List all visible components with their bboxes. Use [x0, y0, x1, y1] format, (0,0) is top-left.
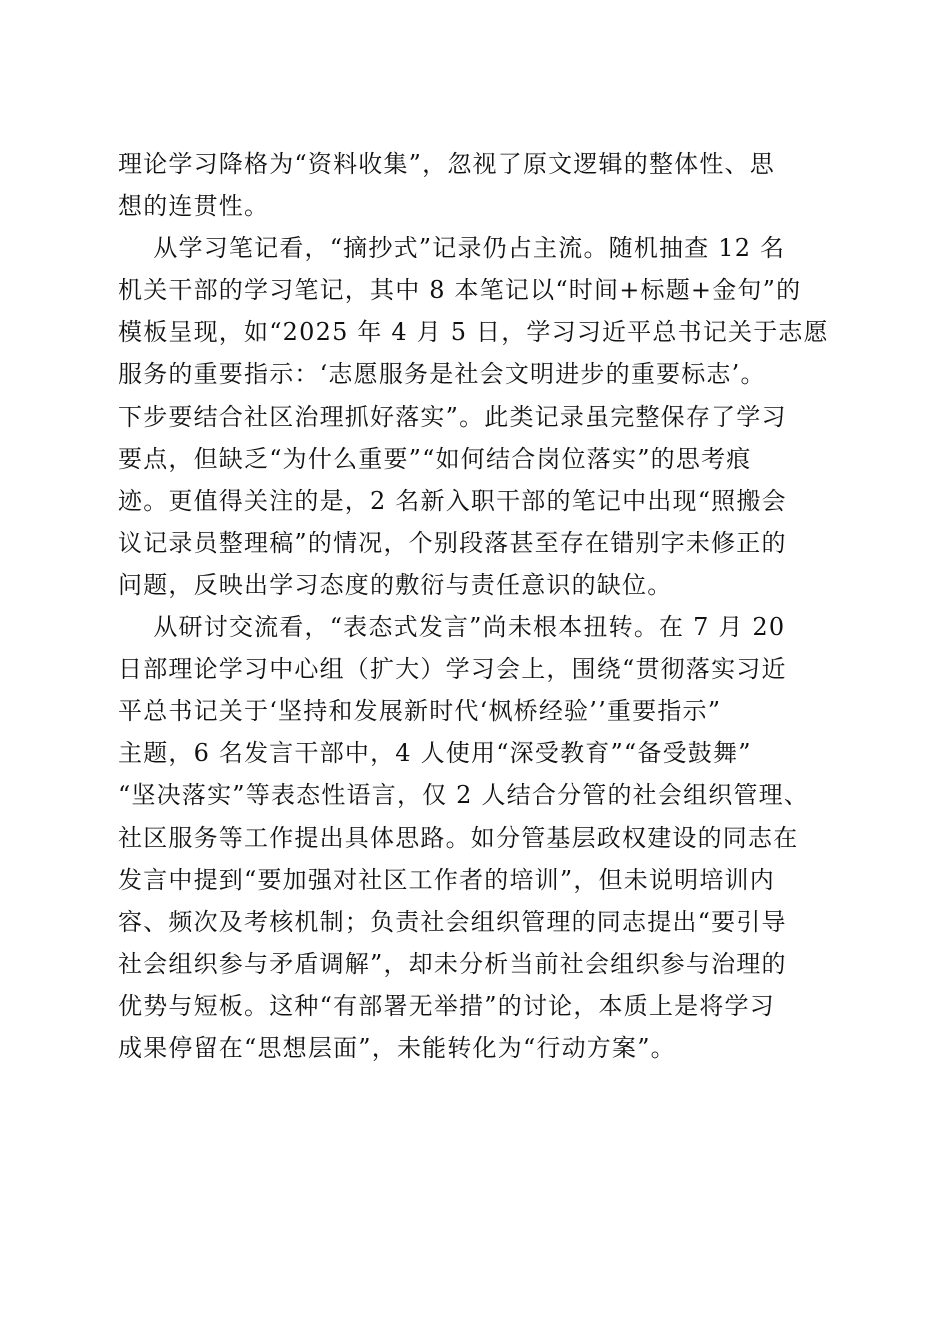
text-line: 问题，反映出学习态度的敷衍与责任意识的缺位。 — [118, 570, 673, 599]
text-line: 日部理论学习中心组（扩大）学习会上，围绕“贯彻落实习近 — [118, 655, 787, 684]
text-line: 想的连贯性。 — [118, 192, 270, 221]
text-line: 主题，6 名发言干部中，4 人使用“深受教育”“备受鼓舞” — [118, 739, 752, 768]
text-line: 理论学习降格为“资料收集”，忽视了原文逻辑的整体性、思 — [118, 150, 775, 178]
document-body — [118, 143, 838, 1069]
text-line: 服务的重要指示：‘志愿服务是社会文明进步的重要标志’。 — [118, 360, 766, 389]
text-line: 社区服务等工作提出具体思路。如分管基层政权建设的同志在 — [118, 823, 799, 852]
text-line: 成果停留在“思想层面”，未能转化为“行动方案”。 — [118, 1033, 676, 1062]
text-line: 社会组织参与矛盾调解”，却未分析当前社会组织参与治理的 — [118, 949, 787, 978]
text-line: “坚决落实”等表态性语言，仅 2 人结合分管的社会组织管理、 — [118, 781, 810, 810]
text-line: 机关干部的学习笔记，其中 8 本笔记以“时间+标题+金句”的 — [118, 276, 802, 305]
text-line: 平总书记关于‘坚持和发展新时代‘枫桥经验’’重要指示” — [118, 697, 722, 726]
text-line: 从研讨交流看，“表态式发言”尚未根本扭转。在 7 月 20 — [118, 613, 786, 642]
text-line: 发言中提到“要加强对社区工作者的培训”，但未说明培训内 — [118, 865, 775, 894]
text-line: 迹。更值得关注的是，2 名新入职干部的笔记中出现“照搬会 — [118, 486, 787, 515]
text-line: 容、频次及考核机制；负责社会组织管理的同志提出“要引导 — [118, 907, 787, 936]
text-line: 下步要结合社区治理抓好落实”。此类记录虽完整保存了学习 — [118, 402, 787, 431]
text-line: 优势与短板。这种“有部署无举措”的讨论，本质上是将学习 — [118, 991, 775, 1020]
text-line: 要点，但缺乏“为什么重要”“如何结合岗位落实”的思考痕 — [118, 444, 752, 473]
text-line: 从学习笔记看，“摘抄式”记录仍占主流。随机抽查 12 名 — [118, 234, 786, 263]
text-line: 模板呈现，如“2025 年 4 月 5 日，学习习近平总书记关于志愿 — [118, 318, 829, 347]
text-line: 议记录员整理稿”的情况，个别段落甚至存在错别字未修正的 — [118, 528, 787, 557]
